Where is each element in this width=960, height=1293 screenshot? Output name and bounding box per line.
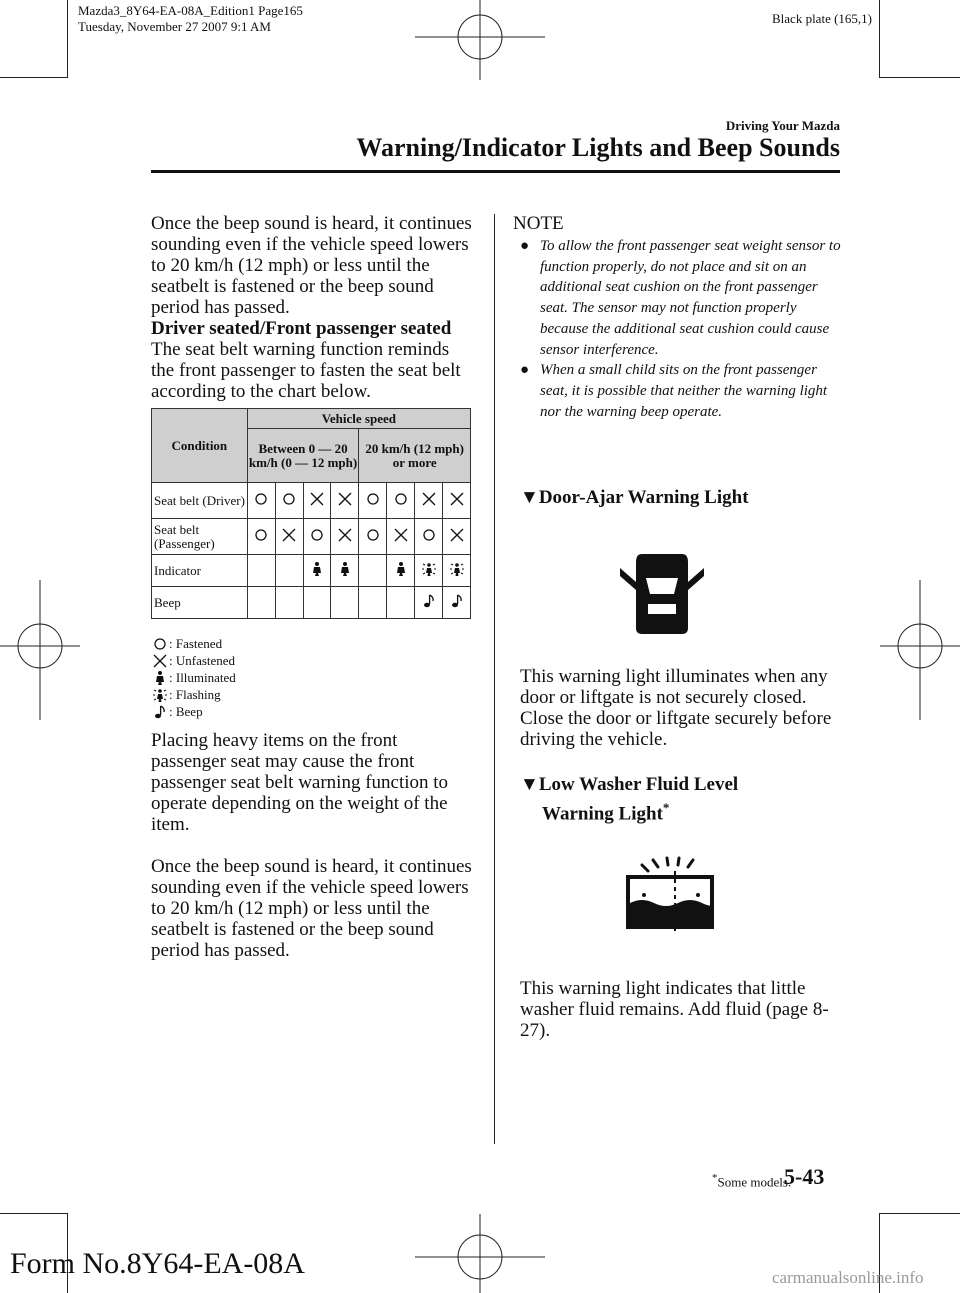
- fastened-icon: [247, 483, 275, 519]
- flashing-icon: [415, 555, 443, 587]
- fastened-icon: [151, 636, 169, 652]
- bullet-icon: ●: [520, 362, 530, 379]
- illuminated-icon: [387, 555, 415, 587]
- illuminated-icon: [303, 555, 331, 587]
- door-ajar-icon: [618, 548, 706, 636]
- legend-item: [151, 652, 236, 669]
- unfastened-icon: [275, 519, 303, 555]
- beep-icon: [415, 587, 443, 619]
- paragraph: Placing heavy items on the front passenger seat may cause the front passenger seat belt warning function to operate depending on the weight of the item.: [151, 730, 449, 835]
- fastened-icon: [247, 519, 275, 555]
- legend: [151, 635, 236, 720]
- crop-mark: [879, 1213, 960, 1214]
- legend-text: : Beep: [169, 704, 203, 719]
- page-title: Warning/Indicator Lights and Beep Sounds: [356, 133, 840, 162]
- bullet-icon: ●: [520, 238, 530, 254]
- fastened-icon: [359, 519, 387, 555]
- fastened-icon: [275, 483, 303, 519]
- unfastened-icon: [303, 483, 331, 519]
- row-label: Seat belt (Driver): [152, 483, 248, 519]
- condition-header: Condition: [152, 409, 248, 483]
- registration-mark-top: [415, 0, 545, 80]
- crop-mark: [0, 77, 68, 78]
- triangle-icon: ▼: [520, 774, 539, 795]
- legend-text: : Flashing: [169, 687, 221, 702]
- illuminated-icon: [331, 555, 359, 587]
- heading-text: Low Washer Fluid Level: [538, 774, 739, 795]
- crop-mark: [0, 1213, 68, 1214]
- legend-text: : Illuminated: [169, 670, 236, 685]
- subheading: Driver seated/Front passenger seated: [151, 318, 452, 339]
- washer-text: This warning light indicates that little washer fluid remains. Add fluid (page 8-27).: [520, 978, 829, 1041]
- unfastened-icon: [331, 519, 359, 555]
- note-item: [518, 360, 843, 422]
- registration-mark-right: [880, 580, 960, 720]
- file-info-line1: Mazda3_8Y64-EA-08A_Edition1 Page165: [78, 3, 303, 18]
- seat-belt-chart: [151, 408, 471, 619]
- heading-text: Warning Light: [542, 803, 663, 825]
- star-mark: *: [712, 1172, 718, 1184]
- column-divider: [494, 214, 495, 1144]
- beep-icon: [151, 704, 169, 720]
- speed-low-header: Between 0 — 20 km/h (0 — 12 mph): [247, 429, 359, 483]
- heading-text: Door-Ajar Warning Light: [538, 487, 749, 508]
- file-info-line2: Tuesday, November 27 2007 9:1 AM: [78, 19, 271, 34]
- crop-mark: [67, 0, 68, 78]
- unfastened-icon: [415, 483, 443, 519]
- door-ajar-heading: [520, 486, 749, 509]
- registration-mark-left: [0, 580, 80, 720]
- footnote: [712, 1172, 791, 1190]
- empty-cell: [359, 587, 387, 619]
- registration-mark-bottom: [415, 1214, 545, 1293]
- section-label: Driving Your Mazda: [725, 118, 840, 133]
- empty-cell: [275, 555, 303, 587]
- note-list: [518, 236, 843, 422]
- note-text: When a small child sits on the front passenger seat, it is possible that neither the warning light nor the warning beep operate.: [540, 362, 828, 420]
- watermark: carmanualsonline.info: [772, 1268, 924, 1287]
- legend-item: [151, 669, 236, 686]
- left-column-lower: [151, 730, 476, 961]
- row-label: Seat belt (Passenger): [152, 519, 248, 555]
- form-number: Form No.8Y64-EA-08A: [10, 1247, 305, 1280]
- beep-icon: [443, 587, 471, 619]
- empty-cell: [247, 587, 275, 619]
- crop-mark: [879, 0, 880, 78]
- unfastened-icon: [387, 519, 415, 555]
- legend-item: [151, 686, 236, 703]
- fastened-icon: [359, 483, 387, 519]
- flashing-icon: [443, 555, 471, 587]
- row-label: Beep: [152, 587, 248, 619]
- empty-cell: [247, 555, 275, 587]
- left-column: [151, 213, 476, 402]
- plate-label: Black plate (165,1): [772, 11, 872, 26]
- unfastened-icon: [331, 483, 359, 519]
- row-label: Indicator: [152, 555, 248, 587]
- paragraph: Once the beep sound is heard, it continues sounding even if the vehicle speed lowers to 20 km/h (12 mph) or less until the seatbelt is fastened or the beep sound period has passed.: [151, 856, 472, 961]
- legend-item: [151, 635, 236, 652]
- legend-item: [151, 703, 236, 720]
- speed-high-header: 20 km/h (12 mph) or more: [359, 429, 471, 483]
- vehicle-speed-header: Vehicle speed: [247, 409, 470, 429]
- page-number: 5-43: [784, 1164, 825, 1189]
- empty-cell: [331, 587, 359, 619]
- note-text: To allow the front passenger seat weight sensor to function properly, do not place and sit on an additional seat cushion on the front passenger seat. The sensor may not function properly because the additional seat cushion could cause sensor interference.: [540, 238, 841, 358]
- note-label: NOTE: [513, 213, 564, 234]
- unfastened-icon: [151, 653, 169, 669]
- fastened-icon: [415, 519, 443, 555]
- triangle-icon: ▼: [520, 487, 539, 508]
- paragraph: Once the beep sound is heard, it continues sounding even if the vehicle speed lowers to 20 km/h (12 mph) or less until the seatbelt is fastened or the beep sound period has passed.: [151, 213, 472, 318]
- legend-text: : Unfastened: [169, 653, 236, 668]
- crop-mark: [879, 77, 960, 78]
- header-rule: [151, 170, 840, 173]
- unfastened-icon: [443, 483, 471, 519]
- empty-cell: [359, 555, 387, 587]
- fastened-icon: [387, 483, 415, 519]
- note-item: [518, 236, 843, 360]
- illuminated-icon: [151, 670, 169, 686]
- paragraph: The seat belt warning function reminds the front passenger to fasten the seat belt according to the chart below.: [151, 339, 461, 402]
- door-ajar-text: This warning light illuminates when any door or liftgate is not securely closed. Close the door or liftgate securely before driving the vehicle.: [520, 666, 832, 750]
- empty-cell: [275, 587, 303, 619]
- washer-heading: [520, 773, 738, 825]
- empty-cell: [303, 587, 331, 619]
- flashing-icon: [151, 687, 169, 703]
- empty-cell: [387, 587, 415, 619]
- legend-text: : Fastened: [169, 636, 223, 651]
- footnote-text: Some models.: [717, 1174, 792, 1190]
- washer-fluid-icon: [620, 855, 720, 937]
- unfastened-icon: [443, 519, 471, 555]
- star-mark: *: [662, 800, 670, 815]
- fastened-icon: [303, 519, 331, 555]
